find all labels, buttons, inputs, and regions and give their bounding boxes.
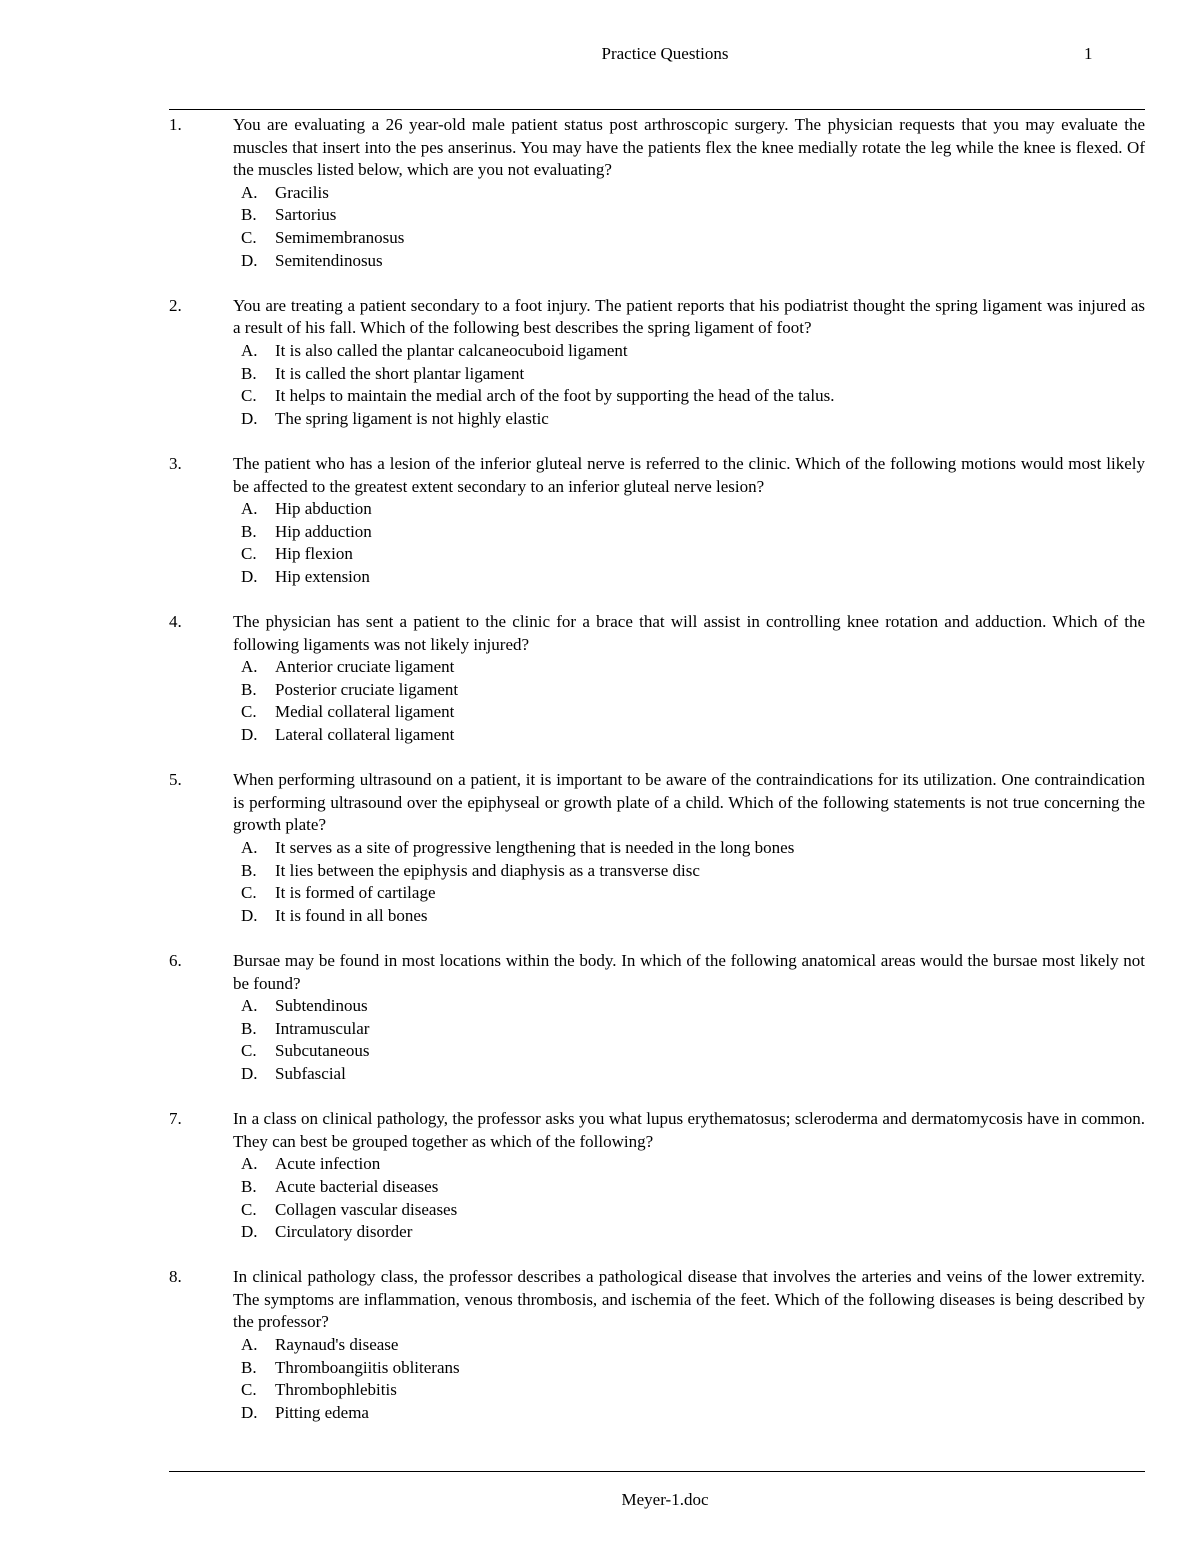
option-d <box>233 250 1145 273</box>
option-d <box>233 566 1145 589</box>
question-number: 8. <box>169 1267 182 1287</box>
option-a <box>233 656 1145 679</box>
option-d <box>233 1063 1145 1086</box>
option-letter: B. <box>241 1357 257 1377</box>
question-number: 2. <box>169 295 182 315</box>
option-d <box>233 905 1145 928</box>
option-letter: C. <box>241 1380 257 1400</box>
option-text: Sartorius <box>275 205 337 225</box>
option-letter: A. <box>241 340 258 360</box>
option-c <box>233 1199 1145 1222</box>
option-text: Raynaud's disease <box>275 1335 399 1355</box>
option-text: Hip adduction <box>275 521 372 541</box>
question-number: 3. <box>169 453 182 473</box>
option-text: It is also called the plantar calcaneocuboid ligament <box>275 340 628 360</box>
option-b <box>233 1176 1145 1199</box>
option-letter: C. <box>241 883 257 903</box>
option-text: Medial collateral ligament <box>275 702 455 722</box>
question-number: 6. <box>169 950 182 970</box>
question-stem: Bursae may be found in most locations within the body. In which of the following anatomical areas would the bursae most likely not be found? <box>233 950 1145 993</box>
page-title: Practice Questions <box>601 44 729 63</box>
question-1 <box>169 114 1145 272</box>
option-letter: D. <box>241 566 258 586</box>
option-text: It is called the short plantar ligament <box>275 363 525 383</box>
option-letter: D. <box>241 725 258 745</box>
option-c <box>233 701 1145 724</box>
option-text: Intramuscular <box>275 1018 370 1038</box>
question-stem: In clinical pathology class, the professor describes a pathological disease that involves the arteries and veins of the lower extremity. The symptoms are inflammation, venous thrombosis, and ischemia of the feet. Which of the following diseases is being described by the professor? <box>233 1267 1145 1332</box>
option-a <box>233 182 1145 205</box>
option-c <box>233 543 1145 566</box>
option-text: Semimembranosus <box>275 227 405 247</box>
option-a <box>233 498 1145 521</box>
option-text: Anterior cruciate ligament <box>275 657 455 677</box>
question-stem: The patient who has a lesion of the inferior gluteal nerve is referred to the clinic. Which of the following motions would most likely be affected to the greatest extent secondary to an inferior gluteal nerve lesion? <box>233 453 1145 496</box>
option-letter: A. <box>241 499 258 519</box>
option-text: Subtendinous <box>275 996 368 1016</box>
question-number: 7. <box>169 1109 182 1129</box>
page-number: 1 <box>1084 44 1093 63</box>
option-b <box>233 204 1145 227</box>
option-letter: C. <box>241 702 257 722</box>
option-letter: C. <box>241 544 257 564</box>
option-a <box>233 837 1145 860</box>
option-b <box>233 860 1145 883</box>
option-text: Pitting edema <box>275 1402 369 1422</box>
option-c <box>233 227 1145 250</box>
option-text: Collagen vascular diseases <box>275 1199 458 1219</box>
option-text: Subcutaneous <box>275 1041 370 1061</box>
question-stem: You are treating a patient secondary to a foot injury. The patient reports that his podiatrist thought the spring ligament was injured as a result of his fall. Which of the following best describes the spring ligament of foot? <box>233 295 1145 338</box>
question-stem: In a class on clinical pathology, the professor asks you what lupus erythematosus; scleroderma and dermatomycosis have in common. They can best be grouped together as which of the following? <box>233 1109 1145 1151</box>
header-divider <box>169 109 1145 110</box>
option-letter: B. <box>241 363 257 383</box>
option-text: Hip abduction <box>275 499 372 519</box>
option-letter: D. <box>241 250 258 270</box>
question-4 <box>169 611 1145 747</box>
option-text: Thrombophlebitis <box>275 1380 397 1400</box>
question-6 <box>169 950 1145 1086</box>
option-a <box>233 1334 1145 1357</box>
option-c <box>233 1379 1145 1402</box>
option-text: Semitendinosus <box>275 250 383 270</box>
option-b <box>233 363 1145 386</box>
option-text: It is found in all bones <box>275 905 428 925</box>
footer-divider <box>169 1471 1145 1472</box>
option-letter: A. <box>241 182 258 202</box>
option-text: Hip extension <box>275 566 370 586</box>
question-number: 4. <box>169 612 182 632</box>
question-2 <box>169 295 1145 431</box>
option-c <box>233 882 1145 905</box>
option-text: Gracilis <box>275 182 329 202</box>
question-3 <box>169 453 1145 589</box>
option-text: It serves as a site of progressive lengthening that is needed in the long bones <box>275 838 795 857</box>
option-text: Acute infection <box>275 1154 381 1174</box>
question-stem: The physician has sent a patient to the clinic for a brace that will assist in controlling knee rotation and adduction. Which of the following ligaments was not likely injured? <box>233 612 1145 654</box>
question-5 <box>169 769 1145 927</box>
option-text: It lies between the epiphysis and diaphysis as a transverse disc <box>275 860 700 880</box>
option-b <box>233 1018 1145 1041</box>
option-letter: C. <box>241 386 257 406</box>
option-a <box>233 995 1145 1018</box>
option-text: Lateral collateral ligament <box>275 725 455 745</box>
option-b <box>233 1357 1145 1380</box>
question-list <box>169 114 1145 1447</box>
option-a <box>233 1153 1145 1176</box>
option-letter: D. <box>241 1063 258 1083</box>
option-letter: B. <box>241 205 257 225</box>
question-number: 5. <box>169 770 182 790</box>
option-text: Acute bacterial diseases <box>275 1176 439 1196</box>
question-8 <box>169 1266 1145 1424</box>
option-text: It helps to maintain the medial arch of the foot by supporting the head of the talus. <box>275 386 835 406</box>
question-stem: When performing ultrasound on a patient, it is important to be aware of the contraindications for its utilization. One contraindication is performing ultrasound over the epiphyseal or growth plate of a child. Which of the following statements is not true concerning the growth plate? <box>233 770 1145 835</box>
option-c <box>233 1040 1145 1063</box>
option-letter: A. <box>241 657 258 677</box>
option-d <box>233 1221 1145 1244</box>
option-b <box>233 679 1145 702</box>
option-text: The spring ligament is not highly elastic <box>275 408 549 428</box>
option-letter: C. <box>241 1041 257 1061</box>
option-letter: D. <box>241 408 258 428</box>
option-text: Hip flexion <box>275 544 353 564</box>
question-stem: You are evaluating a 26 year-old male patient status post arthroscopic surgery. The physician requests that you may evaluate the muscles that insert into the pes anserinus. You may have the patients flex the knee medially rotate the leg while the knee is flexed. Of the muscles listed below, which are you not evaluating? <box>233 115 1145 180</box>
option-letter: A. <box>241 996 258 1016</box>
option-letter: D. <box>241 1222 258 1242</box>
option-letter: A. <box>241 1335 258 1355</box>
option-text: Circulatory disorder <box>275 1222 413 1242</box>
option-b <box>233 521 1145 544</box>
option-letter: B. <box>241 521 257 541</box>
option-d <box>233 408 1145 431</box>
option-letter: C. <box>241 227 257 247</box>
option-text: Thromboangiitis obliterans <box>275 1357 460 1377</box>
option-text: It is formed of cartilage <box>275 883 436 903</box>
option-d <box>233 1402 1145 1425</box>
option-a <box>233 340 1145 363</box>
option-letter: B. <box>241 860 257 880</box>
option-letter: C. <box>241 1199 257 1219</box>
option-letter: D. <box>241 905 258 925</box>
option-text: Posterior cruciate ligament <box>275 679 459 699</box>
question-7 <box>169 1108 1145 1244</box>
option-letter: D. <box>241 1402 258 1422</box>
footer-filename: Meyer-1.doc <box>621 1490 709 1509</box>
option-letter: B. <box>241 1018 257 1038</box>
option-letter: A. <box>241 1154 258 1174</box>
option-letter: A. <box>241 838 258 857</box>
question-number: 1. <box>169 115 182 134</box>
option-letter: B. <box>241 679 257 699</box>
option-text: Subfascial <box>275 1063 346 1083</box>
option-d <box>233 724 1145 747</box>
option-letter: B. <box>241 1176 257 1196</box>
option-c <box>233 385 1145 408</box>
